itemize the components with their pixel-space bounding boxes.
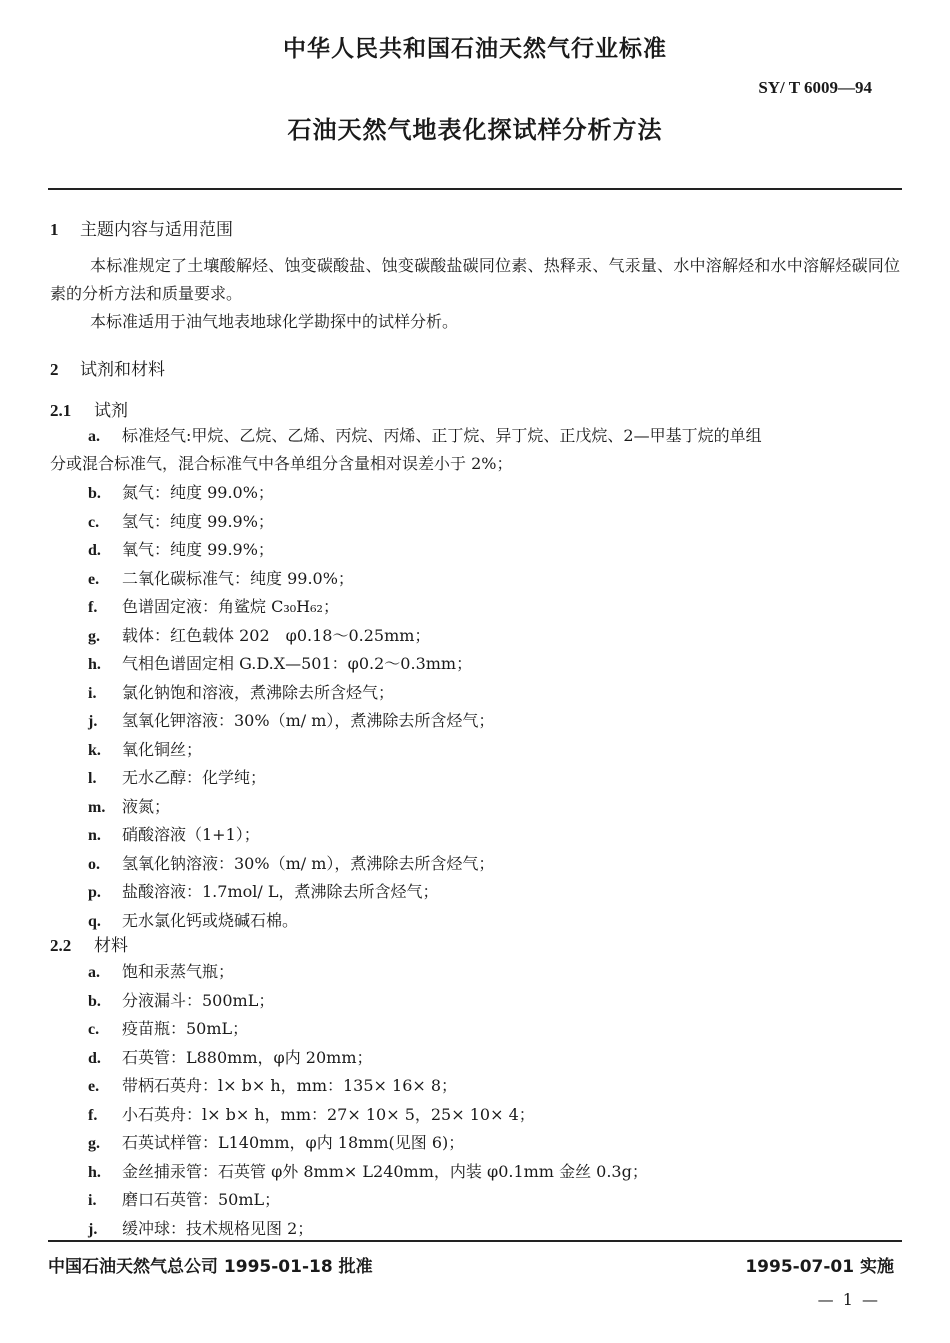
material-list	[88, 958, 648, 1243]
item-letter: p.	[88, 884, 101, 901]
item-text: 金丝捕汞管：石英管 φ外 8mm× L240mm，内装 φ0.1mm 金丝 0.3g；	[122, 1161, 648, 1181]
item-letter: g.	[88, 1135, 100, 1152]
item-text: 分液漏斗：500mL；	[122, 990, 275, 1010]
list-item	[88, 707, 494, 736]
item-letter: h.	[88, 1163, 101, 1181]
item-text: 硝酸溶液（1+1）；	[122, 825, 260, 844]
reagent-item-a	[88, 422, 762, 451]
item-text: 石英试样管：L140mm，φ内 18mm(见图 6)；	[122, 1133, 465, 1152]
item-text: 氢氧化钠溶液：30%（m/ m），煮沸除去所含烃气；	[122, 853, 495, 873]
item-text: 小石英舟：l× b× h，mm：27× 10× 5，25× 10× 4；	[122, 1104, 535, 1124]
list-item	[88, 622, 494, 651]
item-letter: e.	[88, 570, 100, 588]
approval-note: 中国石油天然气总公司 1995-01-18 批准	[48, 1257, 373, 1277]
section-title: 试剂	[94, 401, 128, 421]
item-text: 气相色谱固定相 G.D.X—501：φ0.2～0.3mm；	[122, 654, 473, 673]
item-letter: b.	[88, 992, 101, 1010]
item-text: 磨口石英管：50mL；	[122, 1190, 281, 1209]
list-item	[88, 479, 494, 508]
item-text: 无水乙醇：化学纯；	[122, 768, 267, 787]
list-item	[88, 821, 494, 850]
section-title: 材料	[94, 936, 128, 956]
item-text: 氧化铜丝；	[122, 739, 203, 759]
item-text: 氯化钠饱和溶液，煮沸除去所含烃气；	[122, 682, 395, 702]
org-title: 中华人民共和国石油天然气行业标准	[283, 36, 667, 62]
item-text: 液氮；	[122, 796, 171, 816]
item-letter: c.	[88, 513, 100, 531]
list-item	[88, 764, 494, 793]
item-letter: k.	[88, 741, 101, 759]
section-1-body	[50, 252, 900, 336]
reagent-item-a-continuation: 分或混合标准气，混合标准气中各单组分含量相对误差小于 2%；	[50, 454, 513, 473]
section-2-2-heading	[50, 931, 128, 956]
section-number: 2.2	[50, 936, 72, 955]
list-item	[88, 650, 494, 679]
section-number: 1	[50, 220, 59, 239]
paragraph: 本标准适用于油气地表地球化学勘探中的试样分析。	[90, 312, 459, 331]
section-title: 试剂和材料	[80, 360, 165, 380]
standard-code: SY/ T 6009—94	[758, 78, 872, 97]
item-letter: l.	[88, 770, 97, 787]
page-number: — 1 —	[817, 1290, 880, 1309]
list-item	[88, 1215, 648, 1244]
item-text: 缓冲球：技术规格见图 2；	[122, 1218, 314, 1238]
paragraph: 本标准规定了土壤酸解烃、蚀变碳酸盐、蚀变碳酸盐碳同位素、热释汞、气汞量、水中溶解烃和水中溶解烃碳同位素的分析方法和质量要求。	[50, 256, 900, 303]
item-letter: j.	[88, 1220, 98, 1238]
item-text: 二氧化碳标准气：纯度 99.0%；	[122, 568, 354, 588]
item-text: 氢氧化钾溶液：30%（m/ m），煮沸除去所含烃气；	[122, 711, 495, 730]
list-item	[88, 508, 494, 537]
item-letter: g.	[88, 627, 100, 645]
section-number: 2.1	[50, 401, 72, 420]
section-title: 主题内容与适用范围	[80, 220, 233, 240]
item-letter: a.	[88, 964, 100, 981]
list-item	[88, 1158, 648, 1187]
list-item	[88, 907, 494, 936]
list-item	[88, 1044, 648, 1073]
item-letter: d.	[88, 542, 101, 559]
item-letter: b.	[88, 485, 101, 502]
header-divider	[48, 188, 902, 190]
item-letter: f.	[88, 599, 98, 616]
item-letter: d.	[88, 1049, 101, 1067]
list-item	[88, 850, 494, 879]
list-item	[88, 1101, 648, 1130]
list-item	[88, 958, 648, 987]
item-text: 无水氯化钙或烧碱石棉。	[122, 910, 299, 930]
item-letter: c.	[88, 1021, 100, 1038]
item-text: 标准烃气:甲烷、乙烷、乙烯、丙烷、丙烯、正丁烷、异丁烷、正戊烷、2—甲基丁烷的单组	[122, 426, 762, 445]
list-item	[88, 679, 494, 708]
list-item	[88, 1186, 648, 1215]
footer-divider	[48, 1240, 902, 1242]
item-letter: i.	[88, 1192, 97, 1209]
item-letter: h.	[88, 656, 101, 673]
item-letter: j.	[88, 713, 98, 730]
item-letter: m.	[88, 798, 106, 816]
item-text: 氮气：纯度 99.0%；	[122, 483, 274, 502]
list-item	[88, 536, 494, 565]
effective-date: 1995-07-01 实施	[745, 1257, 894, 1277]
document-title: 石油天然气地表化探试样分析方法	[287, 116, 663, 144]
item-letter: f.	[88, 1106, 98, 1124]
item-text: 疫苗瓶：50mL；	[122, 1019, 249, 1038]
list-item	[88, 1129, 648, 1158]
item-letter: n.	[88, 827, 101, 844]
reagent-list	[88, 479, 494, 935]
item-letter: o.	[88, 855, 100, 873]
item-letter: q.	[88, 912, 101, 930]
list-item	[88, 1072, 648, 1101]
list-item	[88, 736, 494, 765]
item-text: 氢气：纯度 99.9%；	[122, 511, 274, 531]
item-text: 盐酸溶液：1.7mol/ L，煮沸除去所含烃气；	[122, 882, 439, 901]
item-text: 氧气：纯度 99.9%；	[122, 540, 274, 559]
section-1-heading	[50, 215, 233, 240]
item-text: 饱和汞蒸气瓶；	[122, 962, 235, 981]
item-text: 石英管：L880mm，φ内 20mm；	[122, 1047, 373, 1067]
item-letter: i.	[88, 684, 97, 702]
list-item	[88, 565, 494, 594]
list-item	[88, 793, 494, 822]
item-text: 带柄石英舟：l× b× h，mm：135× 16× 8；	[122, 1076, 458, 1095]
item-letter: a.	[88, 428, 100, 445]
item-text: 载体：红色载体 202 φ0.18～0.25mm；	[122, 625, 431, 645]
list-item	[88, 593, 494, 622]
section-2-1-heading	[50, 396, 128, 421]
list-item	[88, 878, 494, 907]
section-2-heading	[50, 355, 165, 380]
list-item	[88, 987, 648, 1016]
item-letter: e.	[88, 1078, 100, 1095]
section-number: 2	[50, 360, 59, 379]
list-item	[88, 1015, 648, 1044]
item-text: 色谱固定液：角鲨烷 C₃₀H₆₂；	[122, 597, 339, 616]
